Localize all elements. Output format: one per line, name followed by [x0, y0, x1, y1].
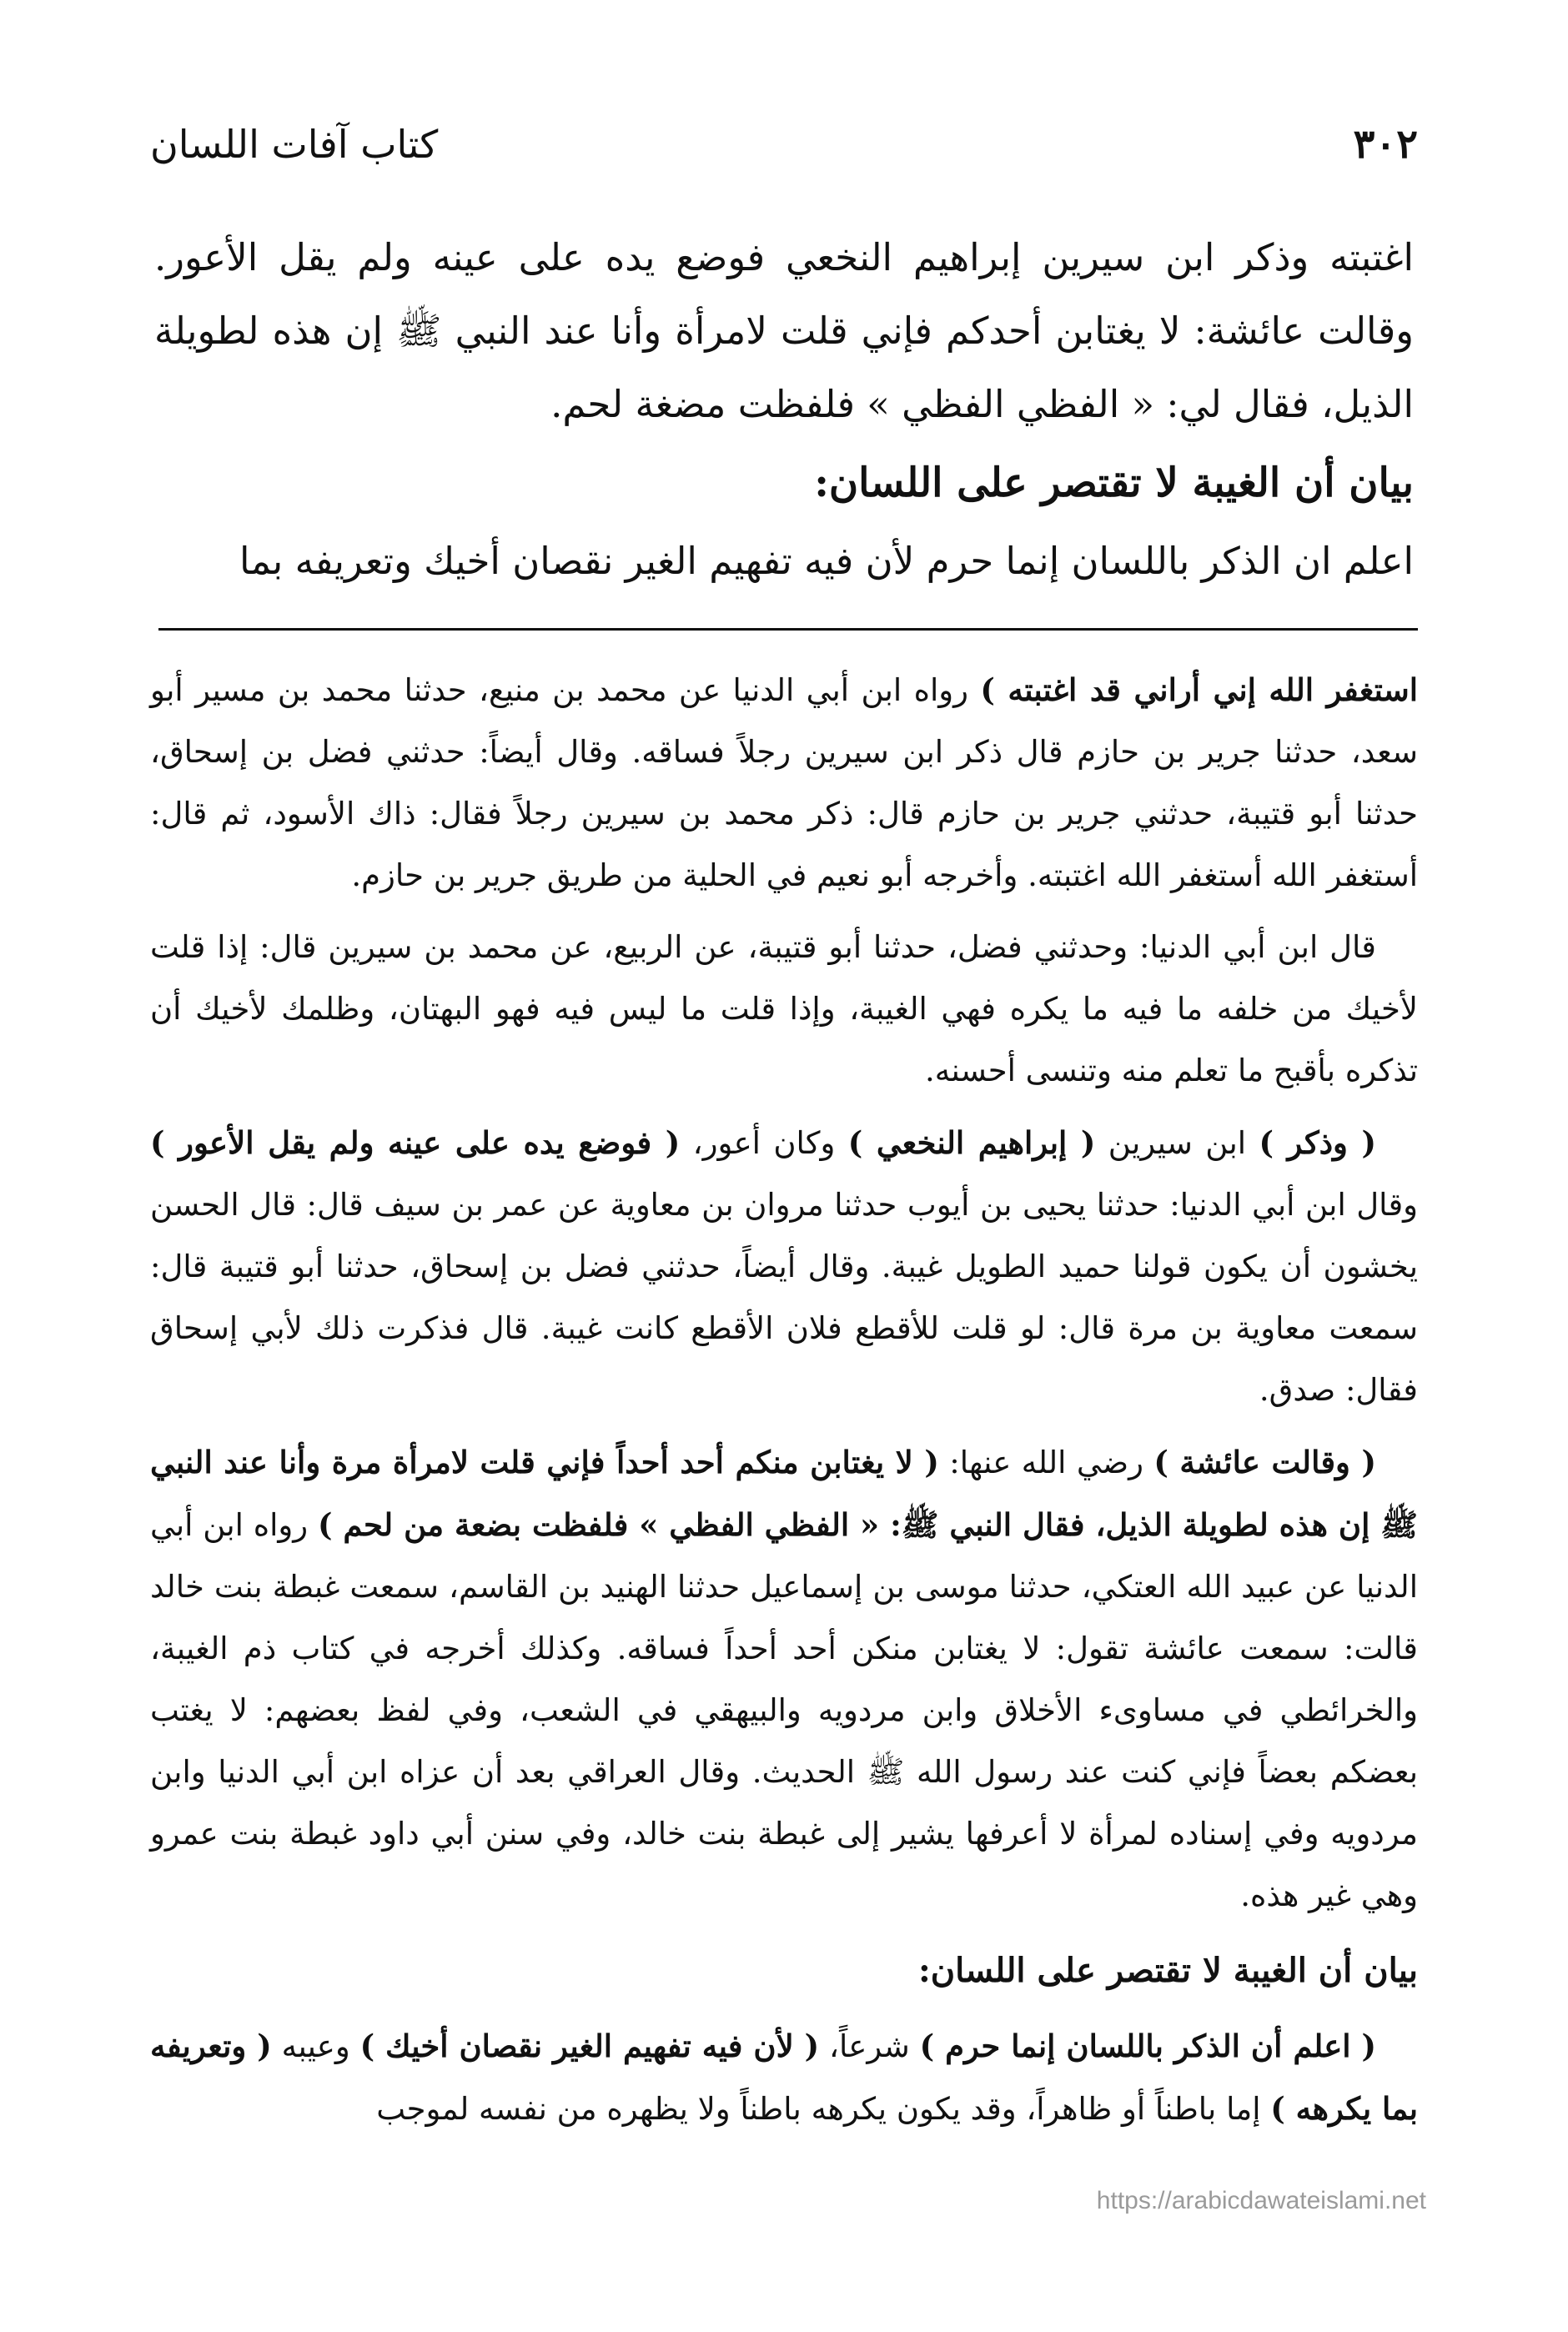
commentary-paragraph	[150, 1431, 1418, 1927]
section-heading: بيان أن الغيبة لا تقتصر على اللسان:	[917, 1951, 1418, 1990]
page-number: ٣٠٢	[1353, 121, 1418, 168]
commentary-text-run: وكان أعور،	[680, 1125, 848, 1161]
commentary-paragraph	[150, 659, 1418, 907]
quoted-text: ( لأن فيه تفهيم الغير نقصان أخيك )	[359, 2028, 820, 2064]
commentary-paragraph	[150, 1112, 1418, 1421]
commentary-text-run: إما باطناً أو ظاهراً، وقد يكون يكرهه باطناً ولا يظهره من نفسه لموجب	[376, 2091, 1271, 2127]
main-paragraph: اعلم ان الذكر باللسان إنما حرم لأن فيه تفهيم الغير نقصان أخيك وتعريفه بما	[239, 539, 1414, 583]
commentary-text-run: رواه ابن أبي الدنيا عن عبيد الله العتكي، حدثنا موسى بن إسماعيل حدثنا الهنيد بن القاسم، سمعت غبطة بنت خالد قالت: سمعت عائشة تقول: لا يغتابن منكن أحد أحداً فساقه. وكذلك أخرجه في كتاب ذم الغيبة، والخرائطي في مساوىء الأخلاق وابن مردويه والبيهقي في الشعب، وفي لفظ بعضهم: لا يغتب بعضكم بعضاً فإني كنت عند رسول الله ﷺ الحديث. وقال العراقي بعد أن عزاه ابن أبي الدنيا وابن مردويه وفي إسناده لمرأة لا أعرفها يشير إلى غبطة بنت خالد، وفي سنن أبي داود غبطة بنت عمرو وهي غير هذه.	[150, 1507, 1418, 1913]
quoted-text: ( وتعريفه بما يكرهه )	[150, 2028, 1418, 2127]
commentary-paragraph: قال ابن أبي الدنيا: وحدثني فضل، حدثنا أبو قتيبة، عن الربيع، عن محمد بن سيرين قال: إذا قلت لأخيك من خلفه ما فيه ما يكره فهي الغيبة، وإذا قلت ما ليس فيه فهو البهتان، وظلمك لأخيك أن تذكره بأقبح ما تعلم منه وتنسى أحسنه.	[150, 929, 1418, 1088]
quoted-text: ( لا يغتابن منكم أحد أحداً فإني قلت لامرأة مرة وأنا عند النبي ﷺ إن هذه لطويلة الذيل، فقال النبي ﷺ: « الفظي الفظي » فلفظت بضعة من لحم )	[150, 1444, 1418, 1543]
quoted-text: ( إبراهيم النخعي )	[847, 1124, 1096, 1161]
commentary-text-run: رواه ابن أبي الدنيا عن محمد بن منيع، حدثنا محمد بن مسير أبو سعد، حدثنا جرير بن حازم قال ذكر ابن سيرين رجلاً فساقه. وقال أيضاً: حدثني فضل بن إسحاق، حدثنا أبو قتيبة، حدثني جرير بن حازم قال: ذكر محمد بن سيرين رجلاً فقال: ذاك الأسود، ثم قال: أستغفر الله أستغفر الله اغتبته. وأخرجه أبو نعيم في الحلية من طريق جرير بن حازم.	[150, 672, 1418, 893]
watermark-url: https://arabicdawateislami.net	[1096, 2187, 1426, 2214]
quoted-text: ( اعلم أن الذكر باللسان إنما حرم )	[919, 2028, 1377, 2064]
quoted-text: ( فوضع يده على عينه ولم يقل الأعور )	[150, 1124, 681, 1161]
book-title: كتاب آفات اللسان	[150, 122, 439, 167]
commentary-paragraph	[150, 2015, 1418, 2140]
main-text	[154, 221, 1414, 598]
quoted-text: ( وقالت عائشة )	[1153, 1444, 1376, 1480]
page-header	[150, 115, 1418, 173]
quoted-text: ( وذكر )	[1259, 1124, 1376, 1161]
commentary-text-run: شرعاً،	[819, 2028, 920, 2064]
section-heading: بيان أن الغيبة لا تقتصر على اللسان:	[814, 460, 1414, 506]
commentary-text-run: رضي الله عنها:	[938, 1445, 1154, 1480]
commentary-text	[150, 659, 1418, 2150]
main-paragraph: اغتبته وذكر ابن سيرين إبراهيم النخعي فوضع يده على عينه ولم يقل الأعور. وقالت عائشة: لا يغتابن أحدكم فإني قلت لامرأة وأنا عند النبي ﷺ إن هذه لطويلة الذيل، فقال لي: « الفظي الفظي » فلفظت مضغة لحم.	[154, 235, 1414, 426]
footnote-divider	[158, 628, 1418, 631]
quoted-text: استغفر الله إني أراني قد اغتبته )	[980, 671, 1418, 708]
commentary-text-run: ابن سيرين	[1095, 1125, 1259, 1161]
commentary-text-run: وقال ابن أبي الدنيا: حدثنا يحيى بن أيوب حدثنا مروان بن معاوية عن عمر بن سيف قال: قال الحسن يخشون أن يكون قولنا حميد الطويل غيبة. وقال أيضاً، حدثني فضل بن إسحاق، حدثنا أبو قتيبة قال: سمعت معاوية بن مرة قال: لو قلت للأقطع فلان الأقطع كانت غيبة. قال فذكرت ذلك لأبي إسحاق فقال: صدق.	[150, 1187, 1418, 1408]
commentary-text-run: وعيبه	[271, 2028, 360, 2064]
